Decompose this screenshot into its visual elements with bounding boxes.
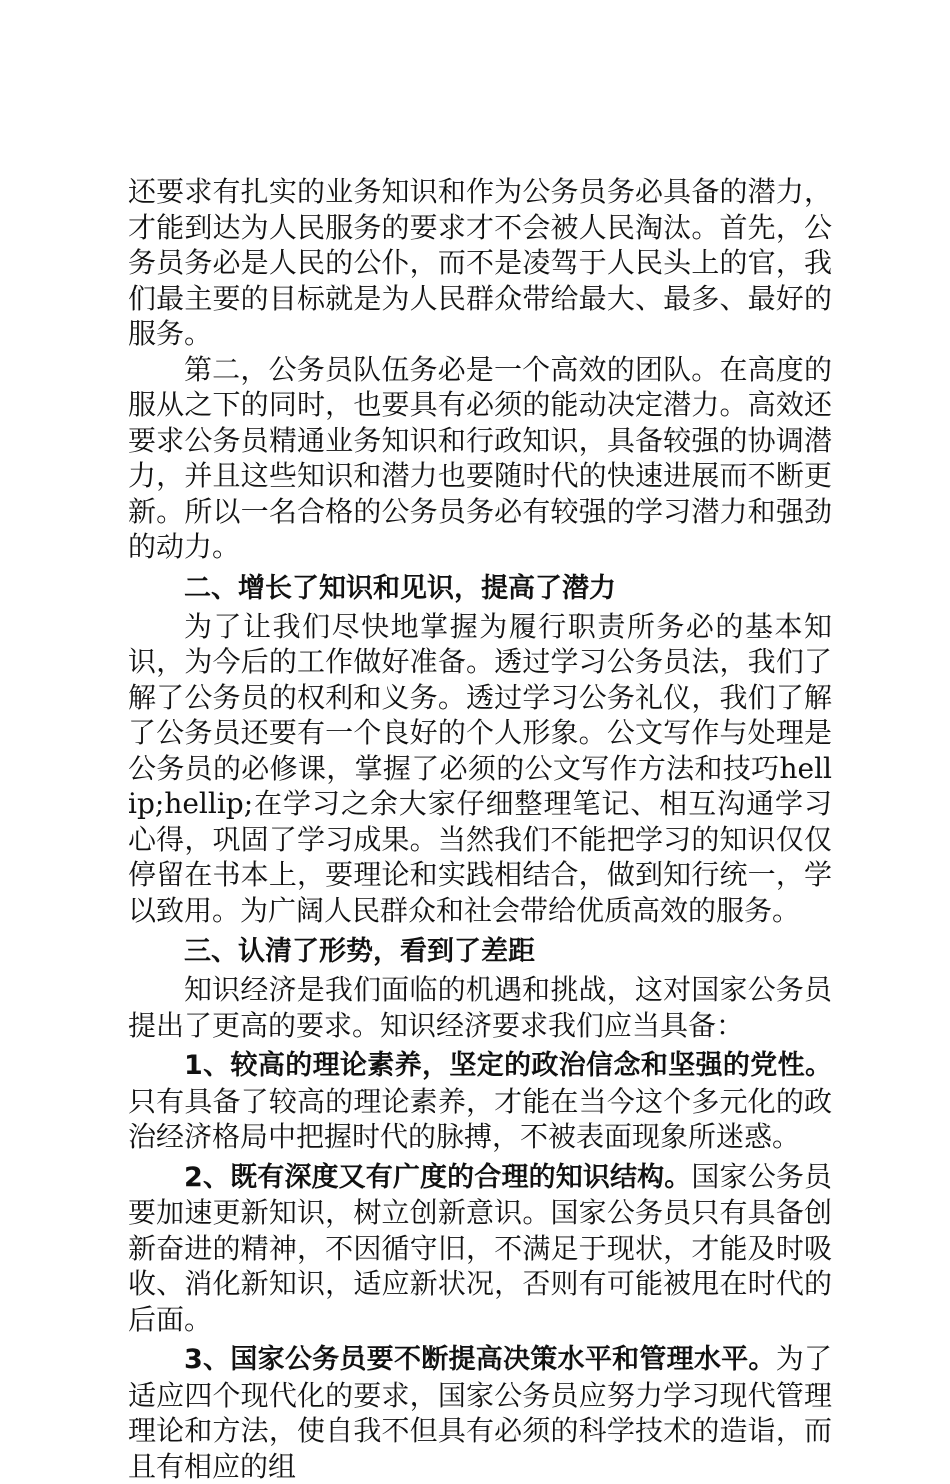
paragraph-knowledge-economy: 知识经济是我们面临的机遇和挑战，这对国家公务员提出了更高的要求。知识经济要求我们应当具备： — [128, 973, 832, 1042]
list-item-2 — [128, 1159, 832, 1338]
list-item-3 — [128, 1341, 832, 1484]
list-item-1 — [128, 1047, 832, 1155]
paragraph-second-point: 第二，公务员队伍务必是一个高效的团队。在高度的服从之下的同时，也要具有必须的能动决定潜力。高效还要求公务员精通业务知识和行政知识，具备较强的协调潜力，并且这些知识和潜力也要随时代的快速进展而不断更新。所以一名合格的公务员务必有较强的学习潜力和强劲的动力。 — [128, 352, 832, 563]
list-item-2-text: 国家公务员要加速更新知识，树立创新意识。国家公务员只有具备创新奋进的精神，不因循守旧，不满足于现状，才能及时吸收、消化新知识，适应新状况，否则有可能被甩在时代的后面。 — [128, 1159, 832, 1336]
list-item-2-lead: 2、既有深度又有广度的合理的知识结构。 — [184, 1161, 692, 1193]
list-item-3-text: 为了适应四个现代化的要求，国家公务员应努力学习现代管理理论和方法，使自我不但具有必须的科学技术的造诣，而且有相应的组 — [128, 1342, 832, 1483]
paragraph-learning: 为了让我们尽快地掌握为履行职责所务必的基本知识，为今后的工作做好准备。透过学习公务员法，我们了解了公务员的权利和义务。透过学习公务礼仪，我们了解了公务员还要有一个良好的个人形象。公文写作与处理是公务员的必修课，掌握了必须的公文写作方法和技巧hellip;hellip;在学习之余大家仔细整理笔记、相互沟通学习心得，巩固了学习成果。当然我们不能把学习的知识仅仅停留在书本上，要理论和实践相结合，做到知行统一，学以致用。为广阔人民群众和社会带给优质高效的服务。 — [128, 609, 832, 927]
section-heading-2: 二、增长了知识和见识，提高了潜力 — [184, 572, 616, 604]
document-body — [128, 174, 832, 1484]
list-item-3-lead: 3、国家公务员要不断提高决策水平和管理水平。 — [184, 1344, 776, 1375]
section-heading-3: 三、认清了形势，看到了差距 — [184, 936, 535, 967]
paragraph-continuation: 还要求有扎实的业务知识和作为公务员务必具备的潜力，才能到达为人民服务的要求才不会被人民淘汰。首先，公务员务必是人民的公仆，而不是凌驾于人民头上的官，我们最主要的目标就是为人民群众带给最大、最多、最好的服务。 — [128, 175, 832, 350]
list-item-1-lead: 1、较高的理论素养，坚定的政治信念和坚强的党性。 — [184, 1050, 832, 1081]
list-item-1-text: 只有具备了较高的理论素养，才能在当今这个多元化的政治经济格局中把握时代的脉搏，不被表面现象所迷惑。 — [128, 1084, 832, 1153]
